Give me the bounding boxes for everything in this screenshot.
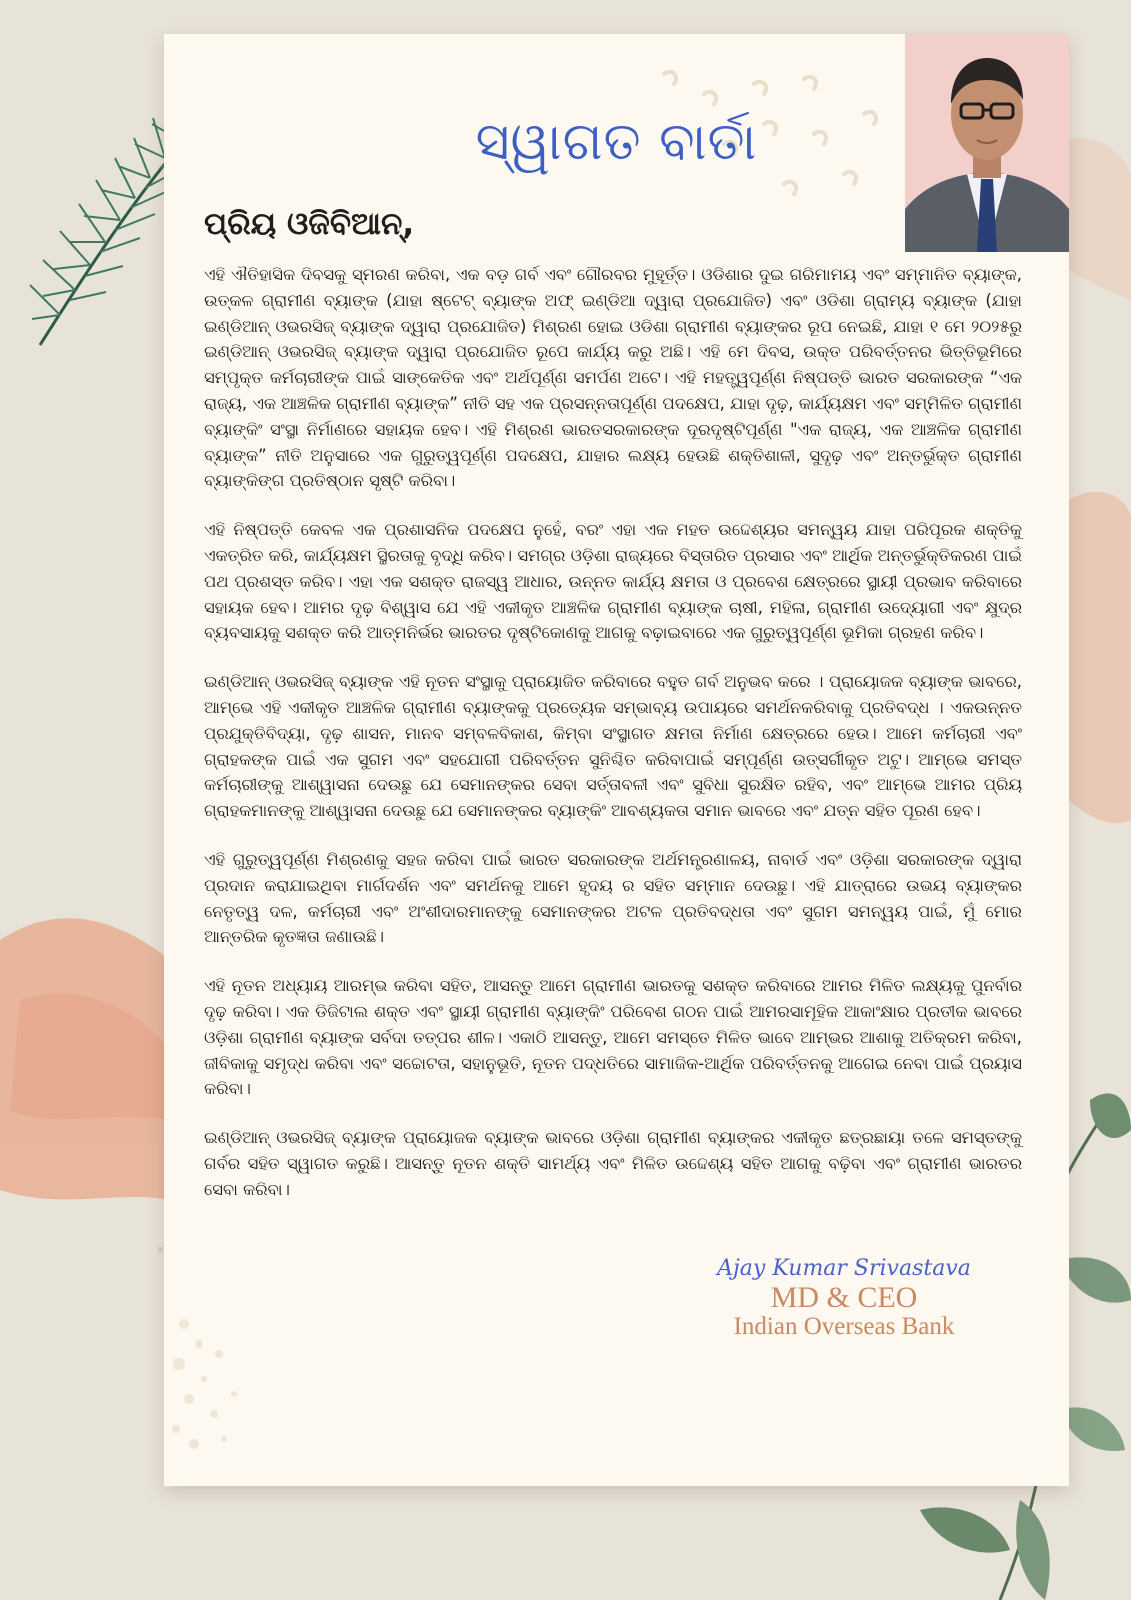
signature-organization: Indian Overseas Bank bbox=[733, 1312, 955, 1340]
paragraph: ଏହି ନୂତନ ଅଧ୍ୟାୟ ଆରମ୍ଭ କରିବା ସହିତ, ଆସନ୍ତୁ ଆମେ ଗ୍ରାମୀଣ ଭାରତକୁ ସଶକ୍ତ କରିବାରେ ଆମର ମିଳିତ ଲକ୍ଷ୍ୟକୁ ପୁନର୍ବାର ଦୃଢ଼ କରିବା। ଏକ ଡିଜିଟାଲ ଶକ୍ତ ଏବଂ ସ୍ଥାୟୀ ଗ୍ରାମୀଣ ବ୍ୟାଙ୍କିଂ ପରିବେଶ ଗଠନ ପାଇଁ ଆମରସାମୂହିକ ଆକାଂକ୍ଷାର ପ୍ରତୀକ ଭାବରେ ଓଡ଼ିଶା ଗ୍ରାମୀଣ ବ୍ୟାଙ୍କ ସର୍ବଦା ତତ୍ପର ଶୀଳ। ଏକାଠି ଆସନ୍ତୁ, ଆମେ ସମସ୍ତେ ମିଳିତ ଭାବେ ଆମ୍ଭର ଆଶାକୁ ଅତିକ୍ରମ କରିବା, ଜୀବିକାକୁ ସମୃଦ୍ଧ କରିବା ଏବଂ ସଚ୍ଚୋଟତା, ସହାନୁଭୂତି, ନୂତନ ପଦ୍ଧତିରେ ସାମାଜିକ-ଆର୍ଥିକ ପରିବର୍ତ୍ତନକୁ ଆଗେଇ ନେବା ପାଇଁ ପ୍ରୟାସ କରିବା। bbox=[204, 976, 1022, 1099]
signature-title: MD & CEO bbox=[770, 1280, 918, 1314]
salutation: ପ୍ରିୟ ଓଜିବିଆନ୍, bbox=[204, 206, 415, 242]
paragraph: ଏହି ଐତିହାସିକ ଦିବସକୁ ସ୍ମରଣ କରିବା, ଏକ ବଡ଼ ଗର୍ବ ଏବଂ ଗୌରବର ମୁହୂର୍ତ୍ତ। ଓଡିଶାର ଦୁଇ ଗରିମାମୟ ଏବଂ ସମ୍ମାନିତ ବ୍ୟାଙ୍କ, ଉତ୍କଳ ଗ୍ରାମୀଣ ବ୍ୟାଙ୍କ (ଯାହା ଷ୍ଟେଟ୍ ବ୍ୟାଙ୍କ ଅଫ୍ ଇଣ୍ଡିଆ ଦ୍ୱାରା ପ୍ରଯୋଜିତ) ଏବଂ ଓଡିଶା ଗ୍ରାମ୍ୟ ବ୍ୟାଙ୍କ (ଯାହା ଇଣ୍ଡିଆନ୍ ଓଭରସିଜ୍ ବ୍ୟାଙ୍କ ଦ୍ୱାରା ପ୍ରଯୋଜିତ) ମିଶ୍ରଣ ହୋଇ ଓଡିଶା ଗ୍ରାମୀଣ ବ୍ୟାଙ୍କର ରୂପ ନେଇଛି, ଯାହା ୧ ମେ ୨୦୨୫ରୁ ଇଣ୍ଡିଆନ୍ ଓଭରସିଜ୍ ବ୍ୟାଙ୍କ ଦ୍ୱାରା ପ୍ରଯୋଜିତ ରୂପେ କାର୍ଯ୍ୟ କରୁ ଅଛି। ଏହି ମେ ଦିବସ, ଉକ୍ତ ପରିବର୍ତ୍ତନର ଭିତ୍ତିଭୂମିରେ ସମ୍ପୃକ୍ତ କର୍ମଚାରୀଙ୍କ ପାଇଁ ସାଙ୍କେତିକ ଏବଂ ଅର୍ଥପୂର୍ଣ୍ଣ ସମର୍ପଣ ଅଟେ। ଏହି ମହତ୍ତ୍ୱପୂର୍ଣ୍ଣ ନିଷ୍ପତ୍ତି ଭାରତ ସରକାରଙ୍କ “ଏକ ରାଜ୍ୟ, ଏକ ଆଞ୍ଚଳିକ ଗ୍ରାମୀଣ ବ୍ୟାଙ୍କ” ନୀତି ସହ ଏକ ପ୍ରସନ୍ନତାପୂର୍ଣ୍ଣ ପଦକ୍ଷେପ, ଯାହା ଦୃଢ଼, କାର୍ଯ୍ୟକ୍ଷମ ଏବଂ ସମ୍ମିଳିତ ଗ୍ରାମୀଣ ବ୍ୟାଙ୍କିଂ ସଂସ୍ଥା ନିର୍ମାଣରେ ସହାୟକ ହେବ। ଏହି ମିଶ୍ରଣ ଭାରତସରକାରଙ୍କ ଦୂରଦୃଷ୍ଟିପୂର୍ଣ୍ଣ "ଏକ ରାଜ୍ୟ, ଏକ ଆଞ୍ଚଳିକ ଗ୍ରାମୀଣ ବ୍ୟାଙ୍କ” ନୀତି ଅନୁସାରେ ଏକ ଗୁରୁତ୍ୱପୂର୍ଣ୍ଣ ପଦକ୍ଷେପ, ଯାହାର ଲକ୍ଷ୍ୟ ହେଉଛି ଶକ୍ତିଶାଳୀ, ସୁଦୃଢ଼ ଏବଂ ଅନ୍ତର୍ଭୁକ୍ତ ଗ୍ରାମୀଣ ବ୍ୟାଙ୍କିଙ୍ଗ ପ୍ରତିଷ୍ଠାନ ସୃଷ୍ଟି କରିବା। bbox=[204, 265, 1023, 491]
signature-name: Ajay Kumar Srivastava bbox=[717, 1255, 971, 1281]
paragraph: ଏହି ଗୁରୁତ୍ୱପୂର୍ଣ୍ଣ ମିଶ୍ରଣକୁ ସହଜ କରିବା ପାଇଁ ଭାରତ ସରକାରଙ୍କ ଅର୍ଥମନ୍ତ୍ରଣାଳୟ, ନାବାର୍ଡ ଏବଂ ଓଡ଼ିଶା ସରକାରଙ୍କ ଦ୍ୱାରା ପ୍ରଦାନ କରାଯାଇଥିବା ମାର୍ଗଦର୍ଶନ ଏବଂ ସମର୍ଥନକୁ ଆମେ ହୃଦୟ ର ସହିତ ସମ୍ମାନ ଦେଉଛୁ। ଏହି ଯାତ୍ରାରେ ଉଭୟ ବ୍ୟାଙ୍କର ନେତୃତ୍ୱ ଦଳ, କର୍ମଚାରୀ ଏବଂ ଅଂଶୀଦାରମାନଙ୍କୁ ସେମାନଙ୍କର ଅଟଳ ପ୍ରତିବଦ୍ଧତା ଏବଂ ସୁଗମ ସମନ୍ୱୟ ପାଇଁ, ମୁଁ ମୋର ଆନ୍ତରିକ କୃତଜ୍ଞତା ଜଣାଉଛି। bbox=[204, 849, 1022, 947]
signature-block bbox=[704, 1256, 984, 1341]
watercolor-splash bbox=[0, 918, 170, 1200]
page-title: ସ୍ୱାଗତ ବାର୍ତା bbox=[475, 112, 758, 172]
paragraph: ଇଣ୍ଡିଆନ୍ ଓଭରସିଜ୍ ବ୍ୟାଙ୍କ ଏହି ନୂତନ ସଂସ୍ଥାକୁ ପ୍ରାୟୋଜିତ କରିବାରେ ବହୁତ ଗର୍ବ ଅନୁଭବ କରେ । ପ୍ରାୟୋଜକ ବ୍ୟାଙ୍କ ଭାବରେ, ଆମ୍ଭେ ଏହି ଏକୀକୃତ ଆଞ୍ଚଳିକ ଗ୍ରାମୀଣ ବ୍ୟାଙ୍କକୁ ପ୍ରତ୍ୟେକ ସମ୍ଭାବ୍ୟ ଉପାୟରେ ସମର୍ଥନକରିବାକୁ ପ୍ରତିବଦ୍ଧ । ଏକଉନ୍ନତ ପ୍ରଯୁକ୍ତିବିଦ୍ୟା, ଦୃଢ଼ ଶାସନ, ମାନବ ସମ୍ବଳବିକାଶ, କିମ୍ବା ସଂସ୍ଥାଗତ କ୍ଷମତା ନିର୍ମାଣ କ୍ଷେତ୍ରରେ ହେଉ। ଆମେ କର୍ମଚାରୀ ଏବଂ ଗ୍ରାହକଙ୍କ ପାଇଁ ଏକ ସୁଗମ ଏବଂ ସହଯୋଗୀ ପରିବର୍ତ୍ତନ ସୁନିଶ୍ଚିତ କରିବାପାଇଁ ସମ୍ପୂର୍ଣ୍ଣ ଉତ୍ସର୍ଗୀକୃତ ଅଟୁ। ଆମ୍ଭେ ସମସ୍ତ କର୍ମଚାରୀଙ୍କୁ ଆଶ୍ୱାସନା ଦେଉଛୁ ଯେ ସେମାନଙ୍କର ସେବା ସର୍ତ୍ତାବଳୀ ଏବଂ ସୁବିଧା ସୁରକ୍ଷିତ ରହିବ, ଏବଂ ଆମ୍ଭେ ଆମର ପ୍ରିୟ ଗ୍ରାହକମାନଙ୍କୁ ଆଶ୍ୱାସନା ଦେଉଛୁ ଯେ ସେମାନଙ୍କର ବ୍ୟାଙ୍କିଂ ଆବଶ୍ୟକତା ସମାନ ଭାବରେ ଏବଂ ଯତ୍ନ ସହିତ ପୂରଣ ହେବ। bbox=[204, 672, 1022, 821]
paragraph: ଏହି ନିଷ୍ପତ୍ତି କେବଳ ଏକ ପ୍ରଶାସନିକ ପଦକ୍ଷେପ ନୁହେଁ, ବରଂ ଏହା ଏକ ମହତ ଉଦ୍ଦେଶ୍ୟର ସମନ୍ୱୟ ଯାହା ପରିପୂରକ ଶକ୍ତିକୁ ଏକତ୍ରିତ କରି, କାର୍ଯ୍ୟକ୍ଷମ ସ୍ଥିରତାକୁ ବୃଦ୍ଧି କରିବ। ସମଗ୍ର ଓଡ଼ିଶା ରାଜ୍ୟରେ ବିସ୍ତାରିତ ପ୍ରସାର ଏବଂ ଆର୍ଥିକ ଅନ୍ତର୍ଭୁକ୍ତିକରଣ ପାଇଁ ପଥ ପ୍ରଶସ୍ତ କରିବ। ଏହା ଏକ ସଶକ୍ତ ରାଜସ୍ୱ ଆଧାର, ଉନ୍ନତ କାର୍ଯ୍ୟ କ୍ଷମତା ଓ ପ୍ରବେଶ କ୍ଷେତ୍ରରେ ସ୍ଥାୟୀ ପ୍ରଭାବ କରିବାରେ ସହାୟକ ହେବ। ଆମର ଦୃଢ଼ ବିଶ୍ୱାସ ଯେ ଏହି ଏକୀକୃତ ଆଞ୍ଚଳିକ ଗ୍ରାମୀଣ ବ୍ୟାଙ୍କ ଚାଷୀ, ମହିଳା, ଗ୍ରାମୀଣ ଉଦ୍ୟୋଗୀ ଏବଂ କ୍ଷୁଦ୍ର ବ୍ୟବସାୟକୁ ସଶକ୍ତ କରି ଆତ୍ମନିର୍ଭର ଭାରତର ଦୃଷ୍ଟିକୋଣକୁ ଆଗକୁ ବଢ଼ାଇବାରେ ଏକ ଗୁରୁତ୍ୱପୂର୍ଣ୍ଣ ଭୂମିକା ଗ୍ରହଣ କରିବ। bbox=[204, 520, 1022, 643]
letter-body bbox=[204, 262, 1022, 1226]
paragraph: ଇଣ୍ଡିଆନ୍ ଓଭରସିଜ୍ ବ୍ୟାଙ୍କ ପ୍ରାୟୋଜକ ବ୍ୟାଙ୍କ ଭାବରେ ଓଡ଼ିଶା ଗ୍ରାମୀଣ ବ୍ୟାଙ୍କର ଏକୀକୃତ ଛତ୍ରଛାୟା ତଳେ ସମସ୍ତଙ୍କୁ ଗର୍ବର ସହିତ ସ୍ୱାଗତ କରୁଛି। ଆସନ୍ତୁ ନୂତନ ଶକ୍ତି ସାମର୍ଥ୍ୟ ଏବଂ ମିଳିତ ଉଦ୍ଦେଶ୍ୟ ସହିତ ଆଗକୁ ବଢ଼ିବା ଏବଂ ଗ୍ରାମୀଣ ଭାରତର ସେବା କରିବା। bbox=[204, 1128, 1022, 1199]
